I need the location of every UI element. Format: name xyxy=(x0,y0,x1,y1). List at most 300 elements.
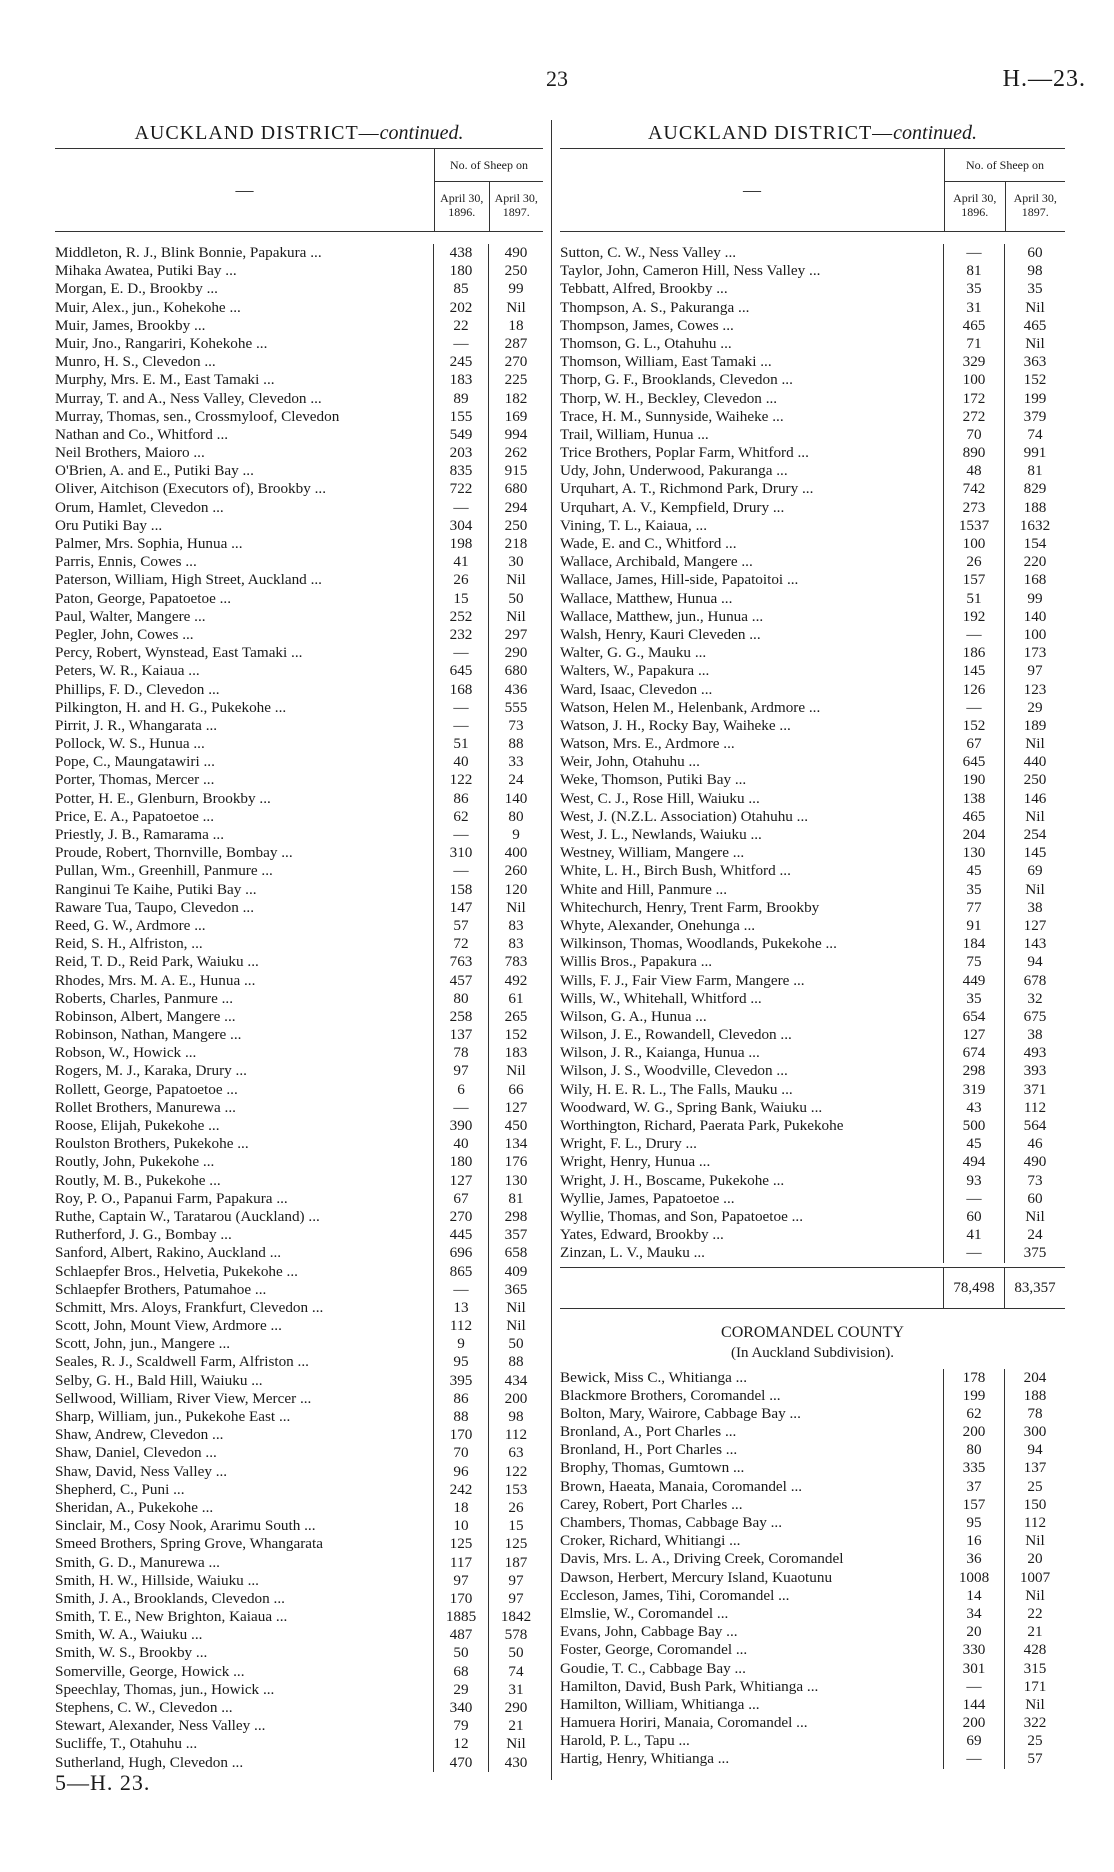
owner-name: Muir, Alex., jun., Kohekohe ... xyxy=(55,298,241,316)
owner-name: Routly, John, Pukekohe ... xyxy=(55,1153,215,1171)
table-row xyxy=(55,244,543,262)
table-row xyxy=(55,1353,543,1371)
table-row xyxy=(560,1714,1065,1732)
owner-name: Ranginui Te Kaihe, Putiki Bay ... xyxy=(55,880,257,898)
owner-name: Sutherland, Hugh, Clevedon ... xyxy=(55,1753,244,1771)
table-row xyxy=(55,535,543,553)
sheep-1897: 168 xyxy=(1004,571,1065,589)
sheep-1897: 375 xyxy=(1004,1244,1065,1262)
sheep-1897: 99 xyxy=(488,280,543,298)
sheep-1896: 40 xyxy=(433,1135,488,1153)
owner-name: Elmslie, W., Coromandel ... xyxy=(560,1604,729,1622)
sheep-1896: 69 xyxy=(943,1732,1004,1750)
owner-name: Eccleson, James, Tihi, Coromandel ... xyxy=(560,1586,790,1604)
owner-name: Robson, W., Howick ... xyxy=(55,1044,197,1062)
owner-name: Thorp, G. F., Brooklands, Clevedon ... xyxy=(560,371,793,389)
table-row xyxy=(560,244,1065,262)
sheep-1897: 123 xyxy=(1004,681,1065,699)
sheep-1896: 34 xyxy=(943,1605,1004,1623)
sheep-1896: 45 xyxy=(943,1135,1004,1153)
owner-name: Wilson, J. S., Woodville, Clevedon ... xyxy=(560,1062,788,1080)
sheep-1896: 835 xyxy=(433,462,488,480)
table-row xyxy=(560,1696,1065,1714)
sheep-1897: Nil xyxy=(488,299,543,317)
sheep-1897: 94 xyxy=(1004,1441,1065,1459)
owner-name: Mihaka Awatea, Putiki Bay ... xyxy=(55,262,237,280)
owner-name: Udy, John, Underwood, Pakuranga ... xyxy=(560,462,788,480)
table-row xyxy=(55,644,543,662)
table-row xyxy=(55,462,543,480)
sheep-1896: 50 xyxy=(433,1644,488,1662)
sheep-1897: 152 xyxy=(488,1026,543,1044)
sheep-1897: 140 xyxy=(488,790,543,808)
sheep-1897: 1007 xyxy=(1004,1569,1065,1587)
table-row xyxy=(55,1062,543,1080)
table-row xyxy=(55,317,543,335)
sheep-1896: — xyxy=(433,1099,488,1117)
sheep-1897: 66 xyxy=(488,1081,543,1099)
owner-name: Watson, J. H., Rocky Bay, Waiheke ... xyxy=(560,716,791,734)
sheep-1897: 81 xyxy=(488,1190,543,1208)
table-row xyxy=(560,299,1065,317)
sheep-1896: 310 xyxy=(433,844,488,862)
sheep-1896: 51 xyxy=(433,735,488,753)
sheep-1897: 50 xyxy=(488,1644,543,1662)
sheep-1897: 78 xyxy=(1004,1405,1065,1423)
owner-name: Rutherford, J. G., Bombay ... xyxy=(55,1226,232,1244)
sheep-1896: 186 xyxy=(943,644,1004,662)
sheep-1897: 98 xyxy=(488,1408,543,1426)
owner-name: Sanford, Albert, Rakino, Auckland ... xyxy=(55,1244,282,1262)
owner-name: Raware Tua, Taupo, Clevedon ... xyxy=(55,898,255,916)
table-row xyxy=(560,808,1065,826)
sheep-1896: 145 xyxy=(943,662,1004,680)
table-row xyxy=(55,917,543,935)
sheep-1896: 742 xyxy=(943,480,1004,498)
district-heading-main: AUCKLAND DISTRICT— xyxy=(134,122,380,144)
sheep-1897: Nil xyxy=(1004,1208,1065,1226)
owner-name: Smith, T. E., New Brighton, Kaiaua ... xyxy=(55,1608,288,1626)
table-row xyxy=(560,462,1065,480)
sheep-1896: 304 xyxy=(433,517,488,535)
owner-name: Sinclair, M., Cosy Nook, Ararimu South ... xyxy=(55,1517,316,1535)
sheep-1896: 67 xyxy=(433,1190,488,1208)
table-row xyxy=(55,1626,543,1644)
sheep-1897: 125 xyxy=(488,1535,543,1553)
owner-name: Smith, H. W., Hillside, Waiuku ... xyxy=(55,1571,259,1589)
table-row xyxy=(560,790,1065,808)
table-row xyxy=(560,517,1065,535)
owner-name: Smeed Brothers, Spring Grove, Whangarata xyxy=(55,1535,323,1553)
table-row xyxy=(560,571,1065,589)
table-row xyxy=(55,1190,543,1208)
owner-name: Worthington, Richard, Paerata Park, Pukekohe xyxy=(560,1117,844,1134)
owner-name: Yates, Edward, Brookby ... xyxy=(560,1226,724,1244)
coromandel-rows xyxy=(560,1369,1065,1769)
table-row xyxy=(55,844,543,862)
sheep-1897: 61 xyxy=(488,990,543,1008)
table-row xyxy=(55,1499,543,1517)
owner-name: Nathan and Co., Whitford ... xyxy=(55,425,229,443)
sheep-1897: 26 xyxy=(488,1499,543,1517)
table-row xyxy=(560,499,1065,517)
sheep-1896: 330 xyxy=(943,1641,1004,1659)
table-row xyxy=(55,1608,543,1626)
sheep-1896: 200 xyxy=(943,1423,1004,1441)
sheep-1897: 260 xyxy=(488,862,543,880)
sheep-1896: 457 xyxy=(433,972,488,990)
owner-name: Palmer, Mrs. Sophia, Hunua ... xyxy=(55,535,243,552)
table-row xyxy=(560,881,1065,899)
owner-name: Murphy, Mrs. E. M., East Tamaki ... xyxy=(55,371,275,389)
sheep-1897: Nil xyxy=(488,1735,543,1753)
sheep-1897: 171 xyxy=(1004,1678,1065,1696)
table-row xyxy=(55,862,543,880)
sheep-1896: 138 xyxy=(943,790,1004,808)
sheep-1896: 10 xyxy=(433,1517,488,1535)
table-row xyxy=(55,1208,543,1226)
table-row xyxy=(55,517,543,535)
table-row xyxy=(560,1514,1065,1532)
owner-name: Brown, Haeata, Manaia, Coromandel ... xyxy=(560,1477,803,1495)
sheep-1896: 170 xyxy=(433,1426,488,1444)
table-row xyxy=(560,1369,1065,1387)
table-row xyxy=(560,735,1065,753)
table-row xyxy=(55,790,543,808)
table-row xyxy=(560,826,1065,844)
owner-name: Roose, Elijah, Pukekohe ... xyxy=(55,1117,220,1134)
sheep-1897: 428 xyxy=(1004,1641,1065,1659)
sheep-1896: 112 xyxy=(433,1317,488,1335)
sheep-1896: — xyxy=(943,1678,1004,1696)
owner-name: Thomson, William, East Tamaki ... xyxy=(560,353,772,371)
sheep-1896: 144 xyxy=(943,1696,1004,1714)
table-row xyxy=(55,571,543,589)
sheep-header xyxy=(434,149,543,231)
table-row xyxy=(560,844,1065,862)
sheep-1896: 20 xyxy=(943,1623,1004,1641)
sheep-1897: 20 xyxy=(1004,1550,1065,1568)
sheep-1897: 9 xyxy=(488,826,543,844)
owner-name: Bronland, A., Port Charles ... xyxy=(560,1423,737,1441)
table-row xyxy=(55,1535,543,1553)
table-row xyxy=(560,390,1065,408)
sheep-1896: 654 xyxy=(943,1008,1004,1026)
table-row xyxy=(560,953,1065,971)
sheep-1896: 1008 xyxy=(943,1569,1004,1587)
sheep-1897: 69 xyxy=(1004,862,1065,880)
sheep-1896: 51 xyxy=(943,590,1004,608)
table-row xyxy=(560,1226,1065,1244)
sheep-1897: 38 xyxy=(1004,899,1065,917)
document-reference: H.—23. xyxy=(1002,66,1086,92)
sheep-1897: 436 xyxy=(488,681,543,699)
sheep-1897: Nil xyxy=(1004,735,1065,753)
owner-name: Watson, Helen M., Helenbank, Ardmore ... xyxy=(560,698,821,716)
table-row xyxy=(560,1117,1065,1135)
sheep-1896: 14 xyxy=(943,1587,1004,1605)
sheep-1897: 450 xyxy=(488,1117,543,1135)
sheep-1896: 335 xyxy=(943,1459,1004,1477)
sheep-1897: Nil xyxy=(1004,1696,1065,1714)
table-row xyxy=(55,426,543,444)
sheep-1897: 112 xyxy=(1004,1099,1065,1117)
sheep-1897: 21 xyxy=(1004,1623,1065,1641)
owner-name: Wallace, James, Hill-side, Papatoitoi ... xyxy=(560,571,799,589)
owner-name: Rogers, M. J., Karaka, Drury ... xyxy=(55,1062,247,1080)
sheep-header-title: No. of Sheep on xyxy=(435,149,543,182)
table-row xyxy=(55,1026,543,1044)
sheep-1897: Nil xyxy=(1004,335,1065,353)
sheep-1896: 763 xyxy=(433,953,488,971)
sheep-1896: 465 xyxy=(943,808,1004,826)
table-row xyxy=(55,1572,543,1590)
sheep-1896: 37 xyxy=(943,1478,1004,1496)
sheep-1897: 153 xyxy=(488,1481,543,1499)
sheep-1896: 35 xyxy=(943,280,1004,298)
owner-name: Ward, Isaac, Clevedon ... xyxy=(560,680,713,698)
table-row xyxy=(55,299,543,317)
owner-name: Goudie, T. C., Cabbage Bay ... xyxy=(560,1659,746,1677)
table-row xyxy=(55,1099,543,1117)
sheep-1897: 434 xyxy=(488,1372,543,1390)
table-row xyxy=(560,862,1065,880)
table-row xyxy=(560,371,1065,389)
sheep-1896: — xyxy=(943,1244,1004,1262)
owner-name: Wade, E. and C., Whitford ... xyxy=(560,535,737,552)
table-row xyxy=(560,1750,1065,1768)
sheep-1896: 26 xyxy=(943,553,1004,571)
table-row xyxy=(560,935,1065,953)
sheep-1896: 158 xyxy=(433,881,488,899)
owner-name: Walter, G. G., Mauku ... xyxy=(560,644,707,662)
owner-name: Trail, William, Hunua ... xyxy=(560,425,709,443)
table-row xyxy=(560,644,1065,662)
year-1896-header: April 30, 1896. xyxy=(440,191,484,219)
total-1896: 78,498 xyxy=(943,1268,1004,1308)
table-row xyxy=(560,262,1065,280)
owner-name: Pirrit, J. R., Whangarata ... xyxy=(55,716,218,734)
owner-name: Schmitt, Mrs. Aloys, Frankfurt, Clevedon ... xyxy=(55,1298,324,1316)
owner-name: Wills, W., Whitehall, Whitford ... xyxy=(560,989,762,1007)
sheep-1897: 73 xyxy=(1004,1172,1065,1190)
table-row xyxy=(55,662,543,680)
sheep-1896: 1537 xyxy=(943,517,1004,535)
sheep-1897: 254 xyxy=(1004,826,1065,844)
sheep-1897: 290 xyxy=(488,644,543,662)
owner-name: Reid, S. H., Alfriston, ... xyxy=(55,935,203,953)
sheep-1897: 658 xyxy=(488,1244,543,1262)
table-row xyxy=(55,335,543,353)
owner-name: Weke, Thomson, Putiki Bay ... xyxy=(560,771,747,789)
sheep-1897: Nil xyxy=(488,608,543,626)
sheep-1896: 125 xyxy=(433,1535,488,1553)
owner-name: Wilson, J. E., Rowandell, Clevedon ... xyxy=(560,1026,792,1044)
sheep-1897: 73 xyxy=(488,717,543,735)
table-row xyxy=(560,480,1065,498)
owner-name: Sucliffe, T., Otahuhu ... xyxy=(55,1735,198,1753)
sheep-1897: 298 xyxy=(488,1208,543,1226)
sheep-1897: 994 xyxy=(488,426,543,444)
table-row xyxy=(560,1190,1065,1208)
sheep-1896: 97 xyxy=(433,1572,488,1590)
owner-name: Smith, W. A., Waiuku ... xyxy=(55,1626,203,1644)
owner-name: Hartig, Henry, Whitianga ... xyxy=(560,1750,730,1768)
owner-name: Walters, W., Papakura ... xyxy=(560,662,710,680)
table-row xyxy=(55,1044,543,1062)
sheep-1896: 127 xyxy=(433,1172,488,1190)
owner-name: Wright, J. H., Boscame, Pukekohe ... xyxy=(560,1171,785,1189)
sheep-1897: 555 xyxy=(488,699,543,717)
sheep-1896: 26 xyxy=(433,571,488,589)
sheep-1896: 170 xyxy=(433,1590,488,1608)
sheep-1896: 78 xyxy=(433,1044,488,1062)
table-row xyxy=(560,1660,1065,1678)
table-row xyxy=(560,1623,1065,1641)
sheep-1896: 245 xyxy=(433,353,488,371)
table-row xyxy=(55,972,543,990)
sheep-1897: 250 xyxy=(488,517,543,535)
sheep-1897: 50 xyxy=(488,1335,543,1353)
table-row xyxy=(55,1663,543,1681)
owner-name: Sharp, William, jun., Pukekohe East ... xyxy=(55,1408,291,1425)
sheep-1897: 783 xyxy=(488,953,543,971)
owner-name: Urquhart, A. V., Kempfield, Drury ... xyxy=(560,498,785,516)
sheep-1897: 400 xyxy=(488,844,543,862)
sheep-1896: — xyxy=(943,244,1004,262)
table-row xyxy=(55,1372,543,1390)
sheep-1897: 97 xyxy=(488,1590,543,1608)
sheep-1897: 680 xyxy=(488,480,543,498)
sheep-1896: 722 xyxy=(433,480,488,498)
sheep-1897: 287 xyxy=(488,335,543,353)
sheep-1897: 490 xyxy=(1004,1153,1065,1171)
table-row xyxy=(55,717,543,735)
sheep-1897: 154 xyxy=(1004,535,1065,553)
sheep-1897: Nil xyxy=(488,571,543,589)
table-row xyxy=(560,771,1065,789)
owner-name: Seales, R. J., Scaldwell Farm, Alfriston ... xyxy=(55,1353,309,1371)
sheep-1896: 36 xyxy=(943,1550,1004,1568)
sheep-1897: 127 xyxy=(488,1099,543,1117)
sheep-1896: 395 xyxy=(433,1372,488,1390)
left-rows xyxy=(55,232,543,1772)
sheep-1897: 294 xyxy=(488,499,543,517)
owner-name: Smith, J. A., Brooklands, Clevedon ... xyxy=(55,1589,285,1607)
sheep-1897: 30 xyxy=(488,553,543,571)
sheep-1897: 225 xyxy=(488,371,543,389)
sheep-1896: 157 xyxy=(943,571,1004,589)
sheep-1896: 242 xyxy=(433,1481,488,1499)
owner-name: Murray, T. and A., Ness Valley, Clevedon ... xyxy=(55,389,322,407)
table-row xyxy=(55,371,543,389)
sheep-1896: 9 xyxy=(433,1335,488,1353)
owner-name: Pilkington, H. and H. G., Pukekohe ... xyxy=(55,698,287,716)
sheep-1896: 85 xyxy=(433,280,488,298)
table-row xyxy=(55,390,543,408)
sheep-1897: 22 xyxy=(1004,1605,1065,1623)
sheep-1897: 32 xyxy=(1004,990,1065,1008)
sheep-1896: 67 xyxy=(943,735,1004,753)
sheep-1896: 1885 xyxy=(433,1608,488,1626)
sheep-1896: — xyxy=(433,499,488,517)
table-row xyxy=(55,1463,543,1481)
owner-name: Wilson, J. R., Kaianga, Hunua ... xyxy=(560,1044,760,1062)
owner-name: Smith, G. D., Manurewa ... xyxy=(55,1553,220,1571)
table-row xyxy=(560,1135,1065,1153)
district-total-row xyxy=(560,1267,1065,1309)
owner-name: Percy, Robert, Wynstead, East Tamaki ... xyxy=(55,644,303,662)
sheep-1897: 322 xyxy=(1004,1714,1065,1732)
sheep-1897: 493 xyxy=(1004,1044,1065,1062)
sheep-1896: 470 xyxy=(433,1754,488,1772)
table-row xyxy=(560,590,1065,608)
sheep-1896: 465 xyxy=(943,317,1004,335)
owner-name: Hamilton, William, Whitianga ... xyxy=(560,1695,760,1713)
sheep-1897: 21 xyxy=(488,1717,543,1735)
sheep-1897: Nil xyxy=(1004,1532,1065,1550)
table-row xyxy=(560,626,1065,644)
sheep-1897: 220 xyxy=(1004,553,1065,571)
sheep-1897: 99 xyxy=(1004,590,1065,608)
sheep-1896: 91 xyxy=(943,917,1004,935)
owner-name: Davis, Mrs. L. A., Driving Creek, Coromandel xyxy=(560,1550,844,1568)
sheep-1896: 16 xyxy=(943,1532,1004,1550)
sheep-1897: 97 xyxy=(488,1572,543,1590)
table-row xyxy=(560,1099,1065,1117)
table-row xyxy=(560,1678,1065,1696)
sheep-1897: 150 xyxy=(1004,1496,1065,1514)
owner-name: Hamilton, David, Bush Park, Whitianga ... xyxy=(560,1677,819,1695)
table-row xyxy=(55,1590,543,1608)
sheep-1897: 675 xyxy=(1004,1008,1065,1026)
owner-name: Trace, H. M., Sunnyside, Waiheke ... xyxy=(560,407,784,425)
year-1897-header: April 30, 1897. xyxy=(1005,182,1066,231)
sheep-1897: 83 xyxy=(488,917,543,935)
table-row xyxy=(55,1517,543,1535)
county-section-heading xyxy=(560,1309,1065,1369)
sheep-1897: 80 xyxy=(488,808,543,826)
owner-name: Reid, T. D., Reid Park, Waiuku ... xyxy=(55,953,259,971)
owner-name: Wallace, Matthew, Hunua ... xyxy=(560,589,733,607)
table-row xyxy=(55,771,543,789)
owner-name: Shaw, Andrew, Clevedon ... xyxy=(55,1426,224,1444)
right-rows xyxy=(560,232,1065,1263)
sheep-1897: 371 xyxy=(1004,1081,1065,1099)
sheep-1896: 203 xyxy=(433,444,488,462)
table-row xyxy=(55,444,543,462)
owner-name: Wyllie, Thomas, and Son, Papatoetoe ... xyxy=(560,1207,804,1225)
sheep-1896: 126 xyxy=(943,681,1004,699)
sheep-1897: 250 xyxy=(1004,771,1065,789)
table-row xyxy=(55,1135,543,1153)
sheep-1896: 97 xyxy=(433,1062,488,1080)
owner-name: Priestly, J. B., Ramarama ... xyxy=(55,826,225,843)
owner-name: Smith, W. S., Brookby ... xyxy=(55,1644,208,1662)
sheep-1897: 24 xyxy=(488,771,543,789)
owner-name: Evans, John, Cabbage Bay ... xyxy=(560,1623,738,1641)
sheep-1896: 549 xyxy=(433,426,488,444)
sheep-1896: 6 xyxy=(433,1081,488,1099)
sheep-1897: 25 xyxy=(1004,1478,1065,1496)
sheep-1896: 71 xyxy=(943,335,1004,353)
sheep-1896: — xyxy=(433,644,488,662)
sheep-1896: — xyxy=(943,626,1004,644)
sheep-1897: 409 xyxy=(488,1263,543,1281)
sheep-1897: 83 xyxy=(488,935,543,953)
owner-name: Pegler, John, Cowes ... xyxy=(55,625,194,643)
sheep-1896: 127 xyxy=(943,1026,1004,1044)
